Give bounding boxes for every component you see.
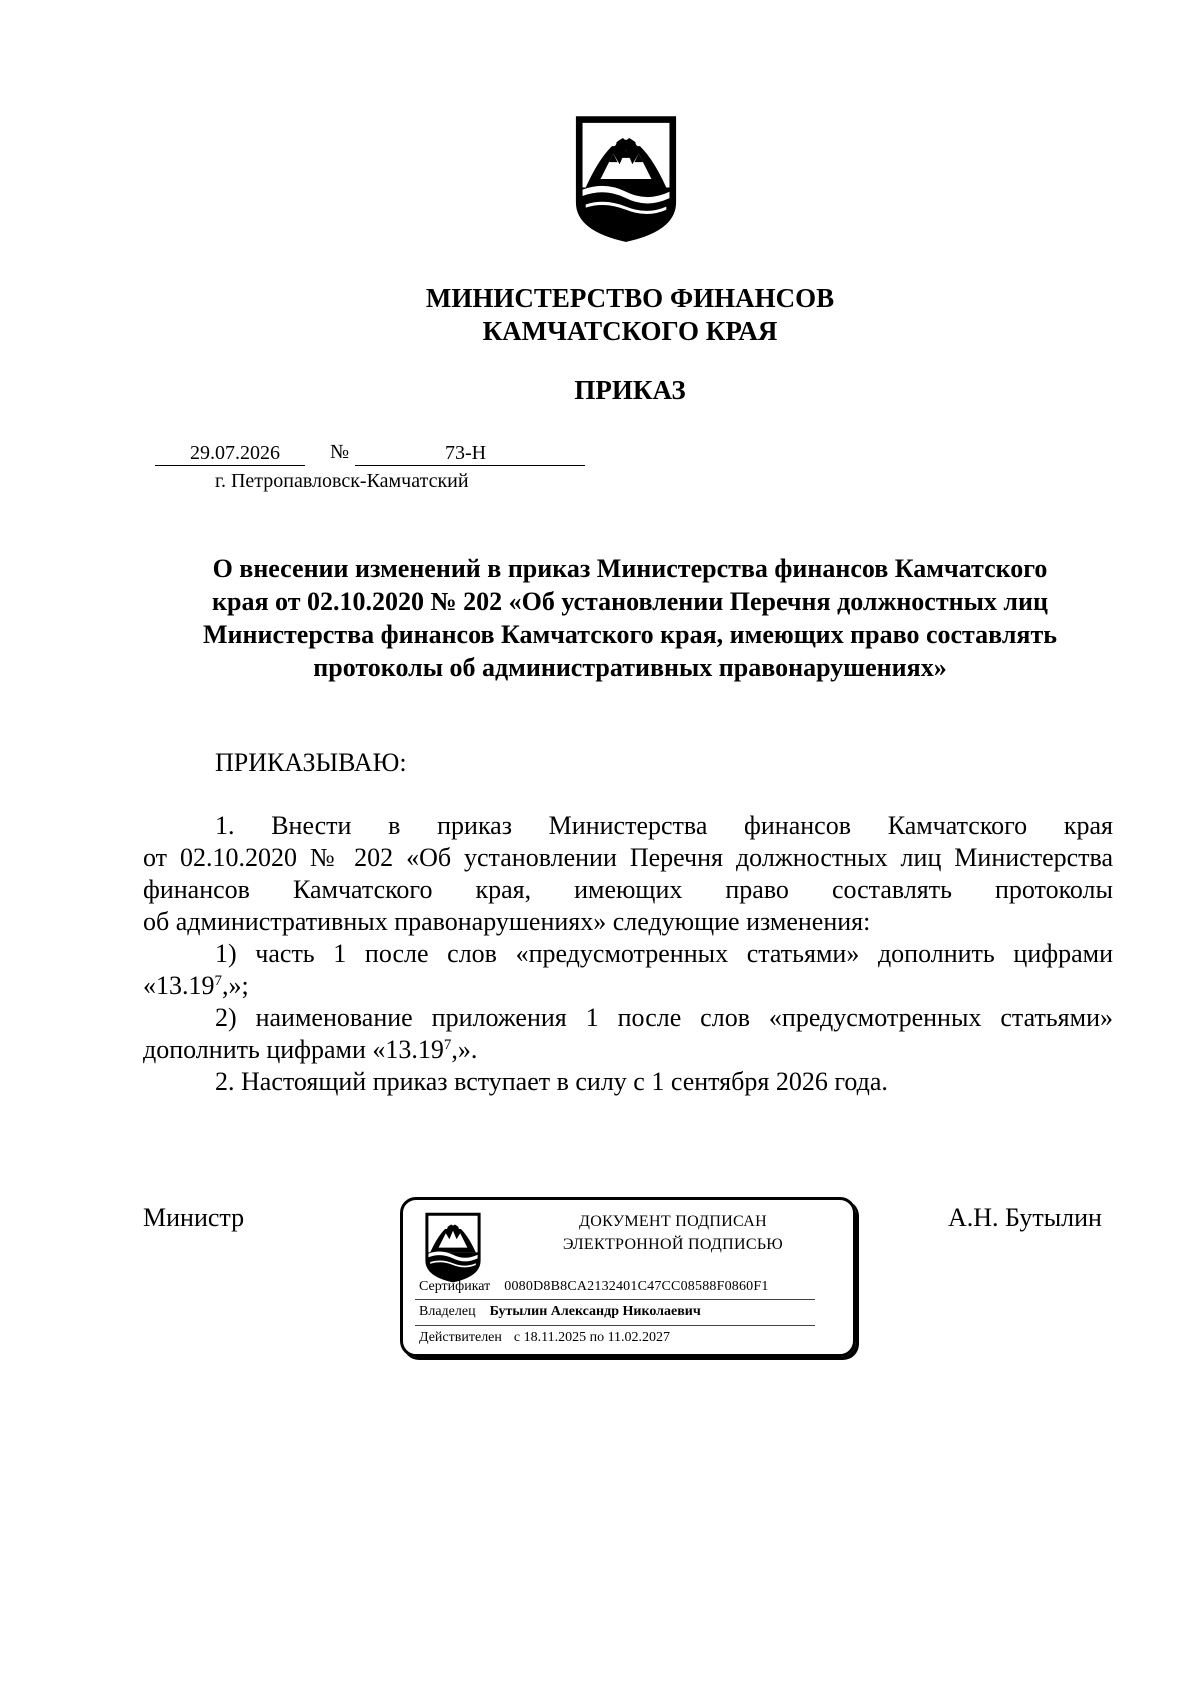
superscript: 7 bbox=[214, 973, 222, 989]
title-line: протоколы об административных правонарушениях» bbox=[313, 653, 947, 682]
stamp-heading: ЭЛЕКТРОННОЙ ПОДПИСЬЮ bbox=[562, 1236, 784, 1253]
number-underline bbox=[355, 465, 585, 466]
body-line: об административных правонарушениях» следующие изменения: bbox=[143, 907, 871, 936]
order-word: ПРИКАЗЫВАЮ: bbox=[215, 748, 407, 777]
body-line: 2) наименование приложения 1 после слов «предусмотренных статьями» bbox=[215, 1003, 1113, 1032]
title-line: О внесении изменений в приказ Министерства финансов Камчатского bbox=[212, 554, 1048, 583]
body-line bbox=[143, 1034, 1113, 1066]
validity-label: Действителен bbox=[419, 1330, 502, 1345]
item-1 bbox=[143, 810, 1113, 842]
number-sign: № bbox=[330, 441, 350, 463]
signatory-position: Министр bbox=[143, 1203, 245, 1232]
city: г. Петропавловск-Камчатский bbox=[215, 470, 469, 492]
certificate-row bbox=[419, 1279, 769, 1295]
kamchatka-coat-of-arms-icon bbox=[423, 1210, 483, 1284]
document-date: 29.07.2026 bbox=[190, 442, 280, 464]
document-number: 73-Н bbox=[445, 442, 487, 464]
body-text: ,»; bbox=[222, 971, 249, 1000]
owner-value: Бутылин Александр Николаевич bbox=[489, 1304, 701, 1319]
stamp-divider bbox=[415, 1299, 815, 1300]
document-type: ПРИКАЗ bbox=[574, 375, 686, 405]
body-line: 2. Настоящий приказ вступает в силу с 1 сентября 2026 года. bbox=[215, 1067, 888, 1096]
document-title bbox=[150, 552, 1110, 684]
validity-value: с 18.11.2025 по 11.02.2027 bbox=[513, 1330, 671, 1345]
certificate-label: Сертификат bbox=[419, 1279, 491, 1294]
body-text: «13.19 bbox=[143, 971, 215, 1000]
validity-row bbox=[419, 1330, 670, 1346]
body-line: от 02.10.2020 № 202 «Об установлении Перечня должностных лиц Министерства bbox=[143, 843, 1113, 872]
electronic-signature-stamp bbox=[400, 1197, 856, 1357]
title-line: края от 02.10.2020 № 202 «Об установлении Перечня должностных лиц bbox=[212, 587, 1048, 616]
date-underline bbox=[155, 465, 305, 466]
document-body bbox=[143, 810, 1113, 1098]
owner-row bbox=[419, 1304, 701, 1320]
body-line: 1) часть 1 после слов «предусмотренных статьями» дополнить цифрами bbox=[215, 939, 1113, 968]
body-line: финансов Камчатского края, имеющих право составлять протоколы bbox=[143, 875, 1113, 904]
superscript: 7 bbox=[443, 1037, 452, 1053]
title-line: Министерства финансов Камчатского края, имеющих право составлять bbox=[202, 620, 1058, 649]
stamp-heading: ДОКУМЕНТ ПОДПИСАН bbox=[579, 1213, 767, 1230]
body-text: ,». bbox=[451, 1035, 478, 1064]
stamp-divider bbox=[415, 1325, 815, 1326]
body-line bbox=[143, 970, 1113, 1002]
kamchatka-coat-of-arms-icon bbox=[573, 113, 679, 243]
ministry-name-line2: КАМЧАТСКОГО КРАЯ bbox=[482, 316, 778, 346]
body-text: дополнить цифрами «13.19 bbox=[143, 1035, 444, 1064]
item-2 bbox=[143, 1066, 1113, 1098]
date-number-line bbox=[155, 442, 585, 468]
ministry-name-line1: МИНИСТЕРСТВО ФИНАНСОВ bbox=[425, 283, 835, 313]
signatory-name: А.Н. Бутылин bbox=[948, 1203, 1102, 1232]
subitem-1 bbox=[143, 938, 1113, 970]
subitem-2 bbox=[143, 1002, 1113, 1034]
owner-label: Владелец bbox=[419, 1304, 476, 1319]
body-line: 1. Внести в приказ Министерства финансов Камчатского края bbox=[215, 811, 1113, 840]
certificate-value: 0080D8B8CA2132401C47CC08588F0860F1 bbox=[504, 1279, 769, 1294]
